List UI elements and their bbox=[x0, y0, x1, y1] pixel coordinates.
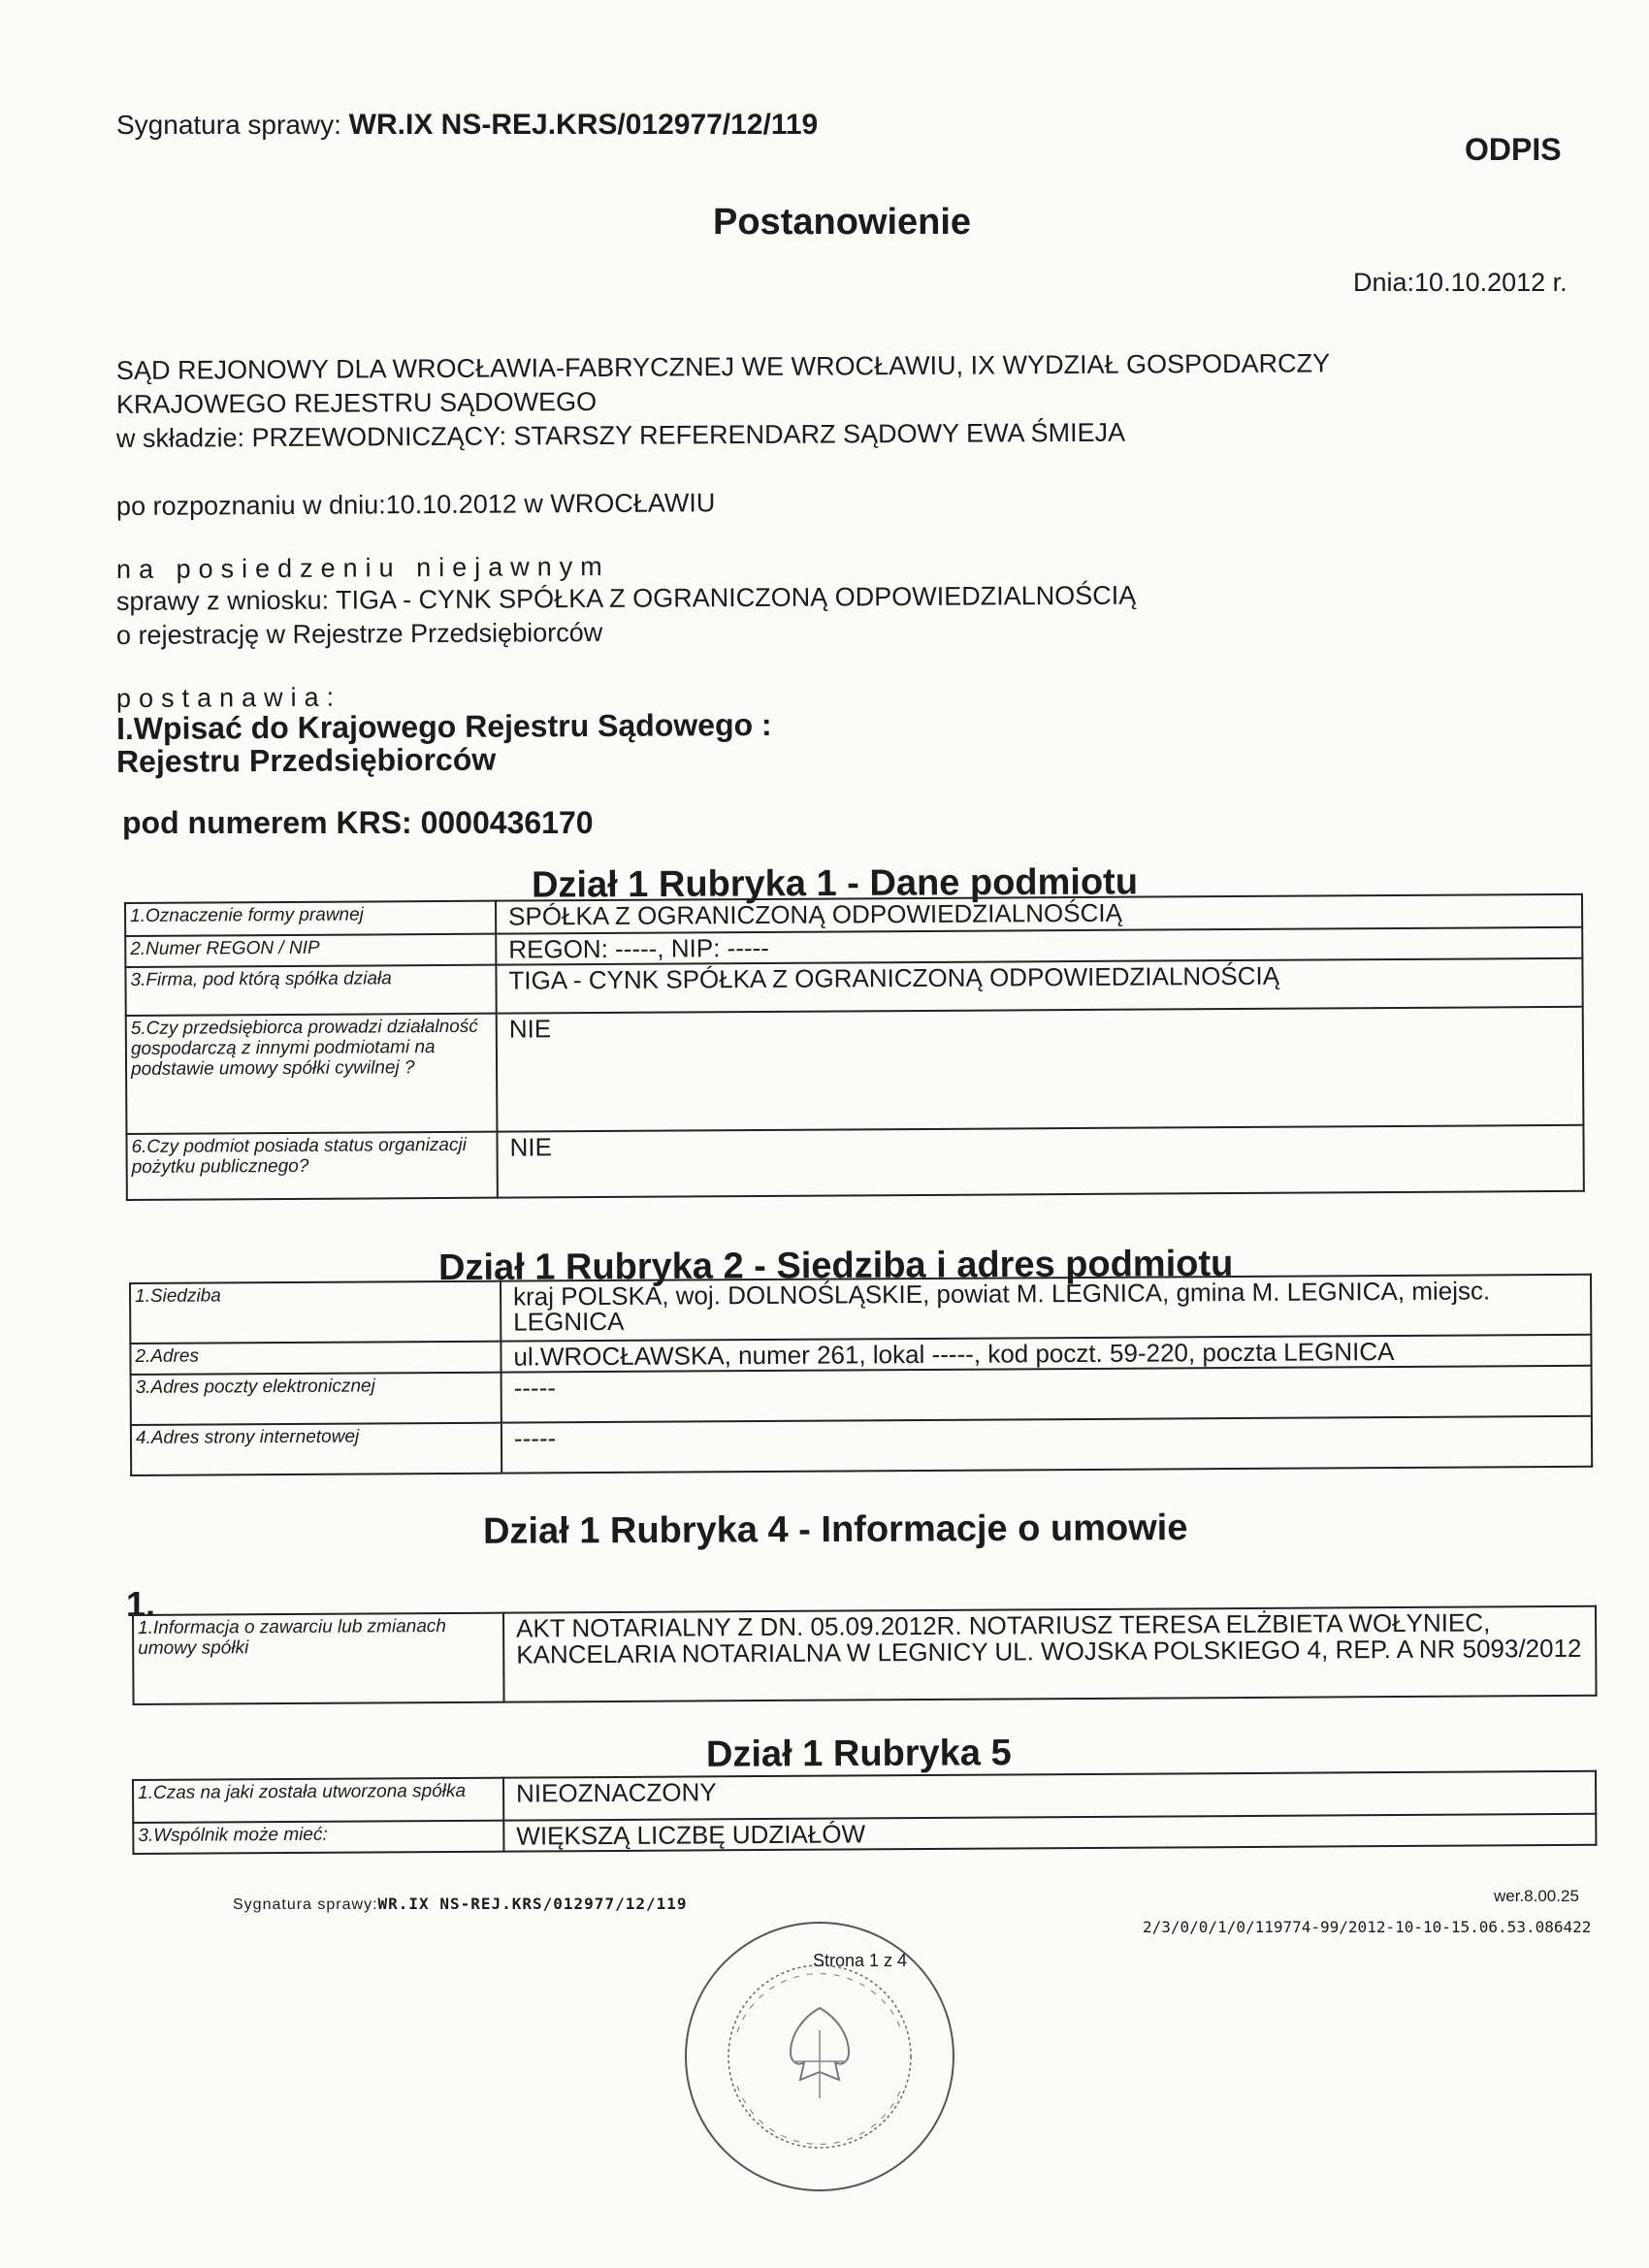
row-value: kraj POLSKA, woj. DOLNOŚLĄSKIE, powiat M. LEGNICA, gmina M. LEGNICA, miejsc. LEGNICA bbox=[501, 1275, 1591, 1342]
document-code: 2/3/0/0/1/0/119774-99/2012-10-10-15.06.53.086422 bbox=[1143, 1918, 1592, 1936]
session-type: na posiedzeniu niejawnym bbox=[115, 551, 610, 584]
registration-purpose: o rejestrację w Rejestrze Przedsiębiorców bbox=[115, 617, 603, 650]
case-signature-value: WR.IX NS-REJ.KRS/012977/12/119 bbox=[348, 109, 819, 141]
table-row bbox=[131, 1416, 1592, 1475]
row-value: NIE bbox=[497, 1125, 1583, 1198]
row-label: 3.Adres poczty elektronicznej bbox=[131, 1373, 501, 1425]
court-composition: w składzie: PRZEWODNICZĄCY: STARSZY REFERENDARZ SĄDOWY EWA ŚMIEJA bbox=[115, 417, 1126, 453]
agreement-number: 1. bbox=[126, 1584, 156, 1624]
recognition-date: po rozpoznaniu w dniu:10.10.2012 w WROCŁAWIU bbox=[115, 488, 716, 521]
court-line-1: SĄD REJONOWY DLA WROCŁAWIA-FABRYCZNEJ WE WROCŁAWIU, IX WYDZIAŁ GOSPODARCZY bbox=[115, 348, 1331, 385]
row-label: 1.Informacja o zawarciu lub zmianach umowy spółki bbox=[133, 1613, 504, 1704]
table-row bbox=[125, 958, 1582, 1016]
section-title: Dział 1 Rubryka 5 bbox=[705, 1733, 1012, 1775]
row-value: AKT NOTARIALNY Z DN. 05.09.2012R. NOTARIUSZ TERESA ELŻBIETA WOŁYNIEC, KANCELARIA NOTARIALNA W LEGNICY UL. WOJSKA POLSKIEGO 4, REP. A NR 5093/2012 bbox=[503, 1606, 1597, 1702]
page-number: Strona 1 z 4 bbox=[813, 1951, 908, 1970]
footer-signature-value: WR.IX NS-REJ.KRS/012977/12/119 bbox=[377, 1895, 688, 1913]
row-value: WIĘKSZĄ LICZBĘ UDZIAŁÓW bbox=[503, 1814, 1596, 1852]
row-value: SPÓŁKA Z OGRANICZONĄ ODPOWIEDZIALNOŚCIĄ bbox=[496, 894, 1582, 934]
case-signature bbox=[116, 109, 818, 142]
decides-label: postanawia: bbox=[115, 682, 342, 713]
section-title: Dział 1 Rubryka 1 - Dane podmiotu bbox=[531, 861, 1139, 906]
case-signature-label: Sygnatura sprawy: bbox=[116, 110, 341, 140]
row-value: NIE bbox=[497, 1007, 1584, 1132]
row-value: NIEOZNACZONY bbox=[503, 1771, 1596, 1821]
entry-line-1: I.Wpisać do Krajowego Rejestru Sądowego : bbox=[115, 706, 772, 746]
row-label: 1.Oznaczenie formy prawnej bbox=[125, 901, 496, 936]
data-table-section-4 bbox=[132, 1605, 1598, 1705]
row-value: TIGA - CYNK SPÓŁKA Z OGRANICZONĄ ODPOWIEDZIALNOŚCIĄ bbox=[496, 958, 1582, 1014]
section-title: Dział 1 Rubryka 2 - Siedziba i adres podmiotu bbox=[437, 1243, 1234, 1289]
row-value: ----- bbox=[501, 1366, 1592, 1423]
application-subject: sprawy z wniosku: TIGA - CYNK SPÓŁKA Z OGRANICZONĄ ODPOWIEDZIALNOŚCIĄ bbox=[115, 580, 1137, 616]
copy-label: ODPIS bbox=[1465, 132, 1562, 167]
row-value: REGON: -----, NIP: ----- bbox=[496, 927, 1582, 965]
row-label: 4.Adres strony internetowej bbox=[131, 1423, 501, 1475]
row-label: 5.Czy przedsiębiorca prowadzi działalność gospodarczą z innymi podmiotami na podstawie umowy spółki cywilnej ? bbox=[126, 1014, 498, 1134]
table-row bbox=[133, 1606, 1597, 1704]
row-label: 1.Siedziba bbox=[130, 1281, 501, 1344]
court-line-2: KRAJOWEGO REJESTRU SĄDOWEGO bbox=[115, 386, 598, 419]
data-table-section-2 bbox=[129, 1274, 1593, 1476]
section-title: Dział 1 Rubryka 4 - Informacje o umowie bbox=[482, 1507, 1188, 1552]
row-label: 3.Firma, pod którą spółka działa bbox=[125, 965, 496, 1016]
krs-number: pod numerem KRS: 0000436170 bbox=[122, 805, 594, 840]
document-title: Postanowienie bbox=[713, 202, 972, 243]
row-label: 2.Numer REGON / NIP bbox=[125, 934, 496, 967]
row-value: ----- bbox=[501, 1416, 1592, 1474]
row-value: ul.WROCŁAWSKA, numer 261, lokal -----, kod poczt. 59-220, poczta LEGNICA bbox=[501, 1335, 1591, 1373]
table-row bbox=[126, 1007, 1584, 1134]
row-label: 3.Wspólnik może mieć: bbox=[133, 1821, 503, 1854]
table-row bbox=[131, 1366, 1592, 1425]
entry-line-2: Rejestru Przedsiębiorców bbox=[115, 741, 497, 779]
row-label: 1.Czas na jaki została utworzona spółka bbox=[133, 1778, 503, 1823]
row-label: 6.Czy podmiot posiada status organizacji pożytku publicznego? bbox=[126, 1132, 497, 1200]
document-date: Dnia:10.10.2012 r. bbox=[1353, 268, 1568, 297]
footer-signature bbox=[233, 1895, 688, 1914]
footer-signature-label: Sygnatura sprawy: bbox=[233, 1896, 378, 1913]
data-table-section-1 bbox=[124, 893, 1585, 1201]
data-table-section-5 bbox=[132, 1770, 1597, 1855]
table-row bbox=[130, 1275, 1591, 1344]
version-label: wer.8.00.25 bbox=[1494, 1887, 1579, 1905]
table-row bbox=[126, 1125, 1583, 1200]
row-label: 2.Adres bbox=[130, 1342, 501, 1375]
